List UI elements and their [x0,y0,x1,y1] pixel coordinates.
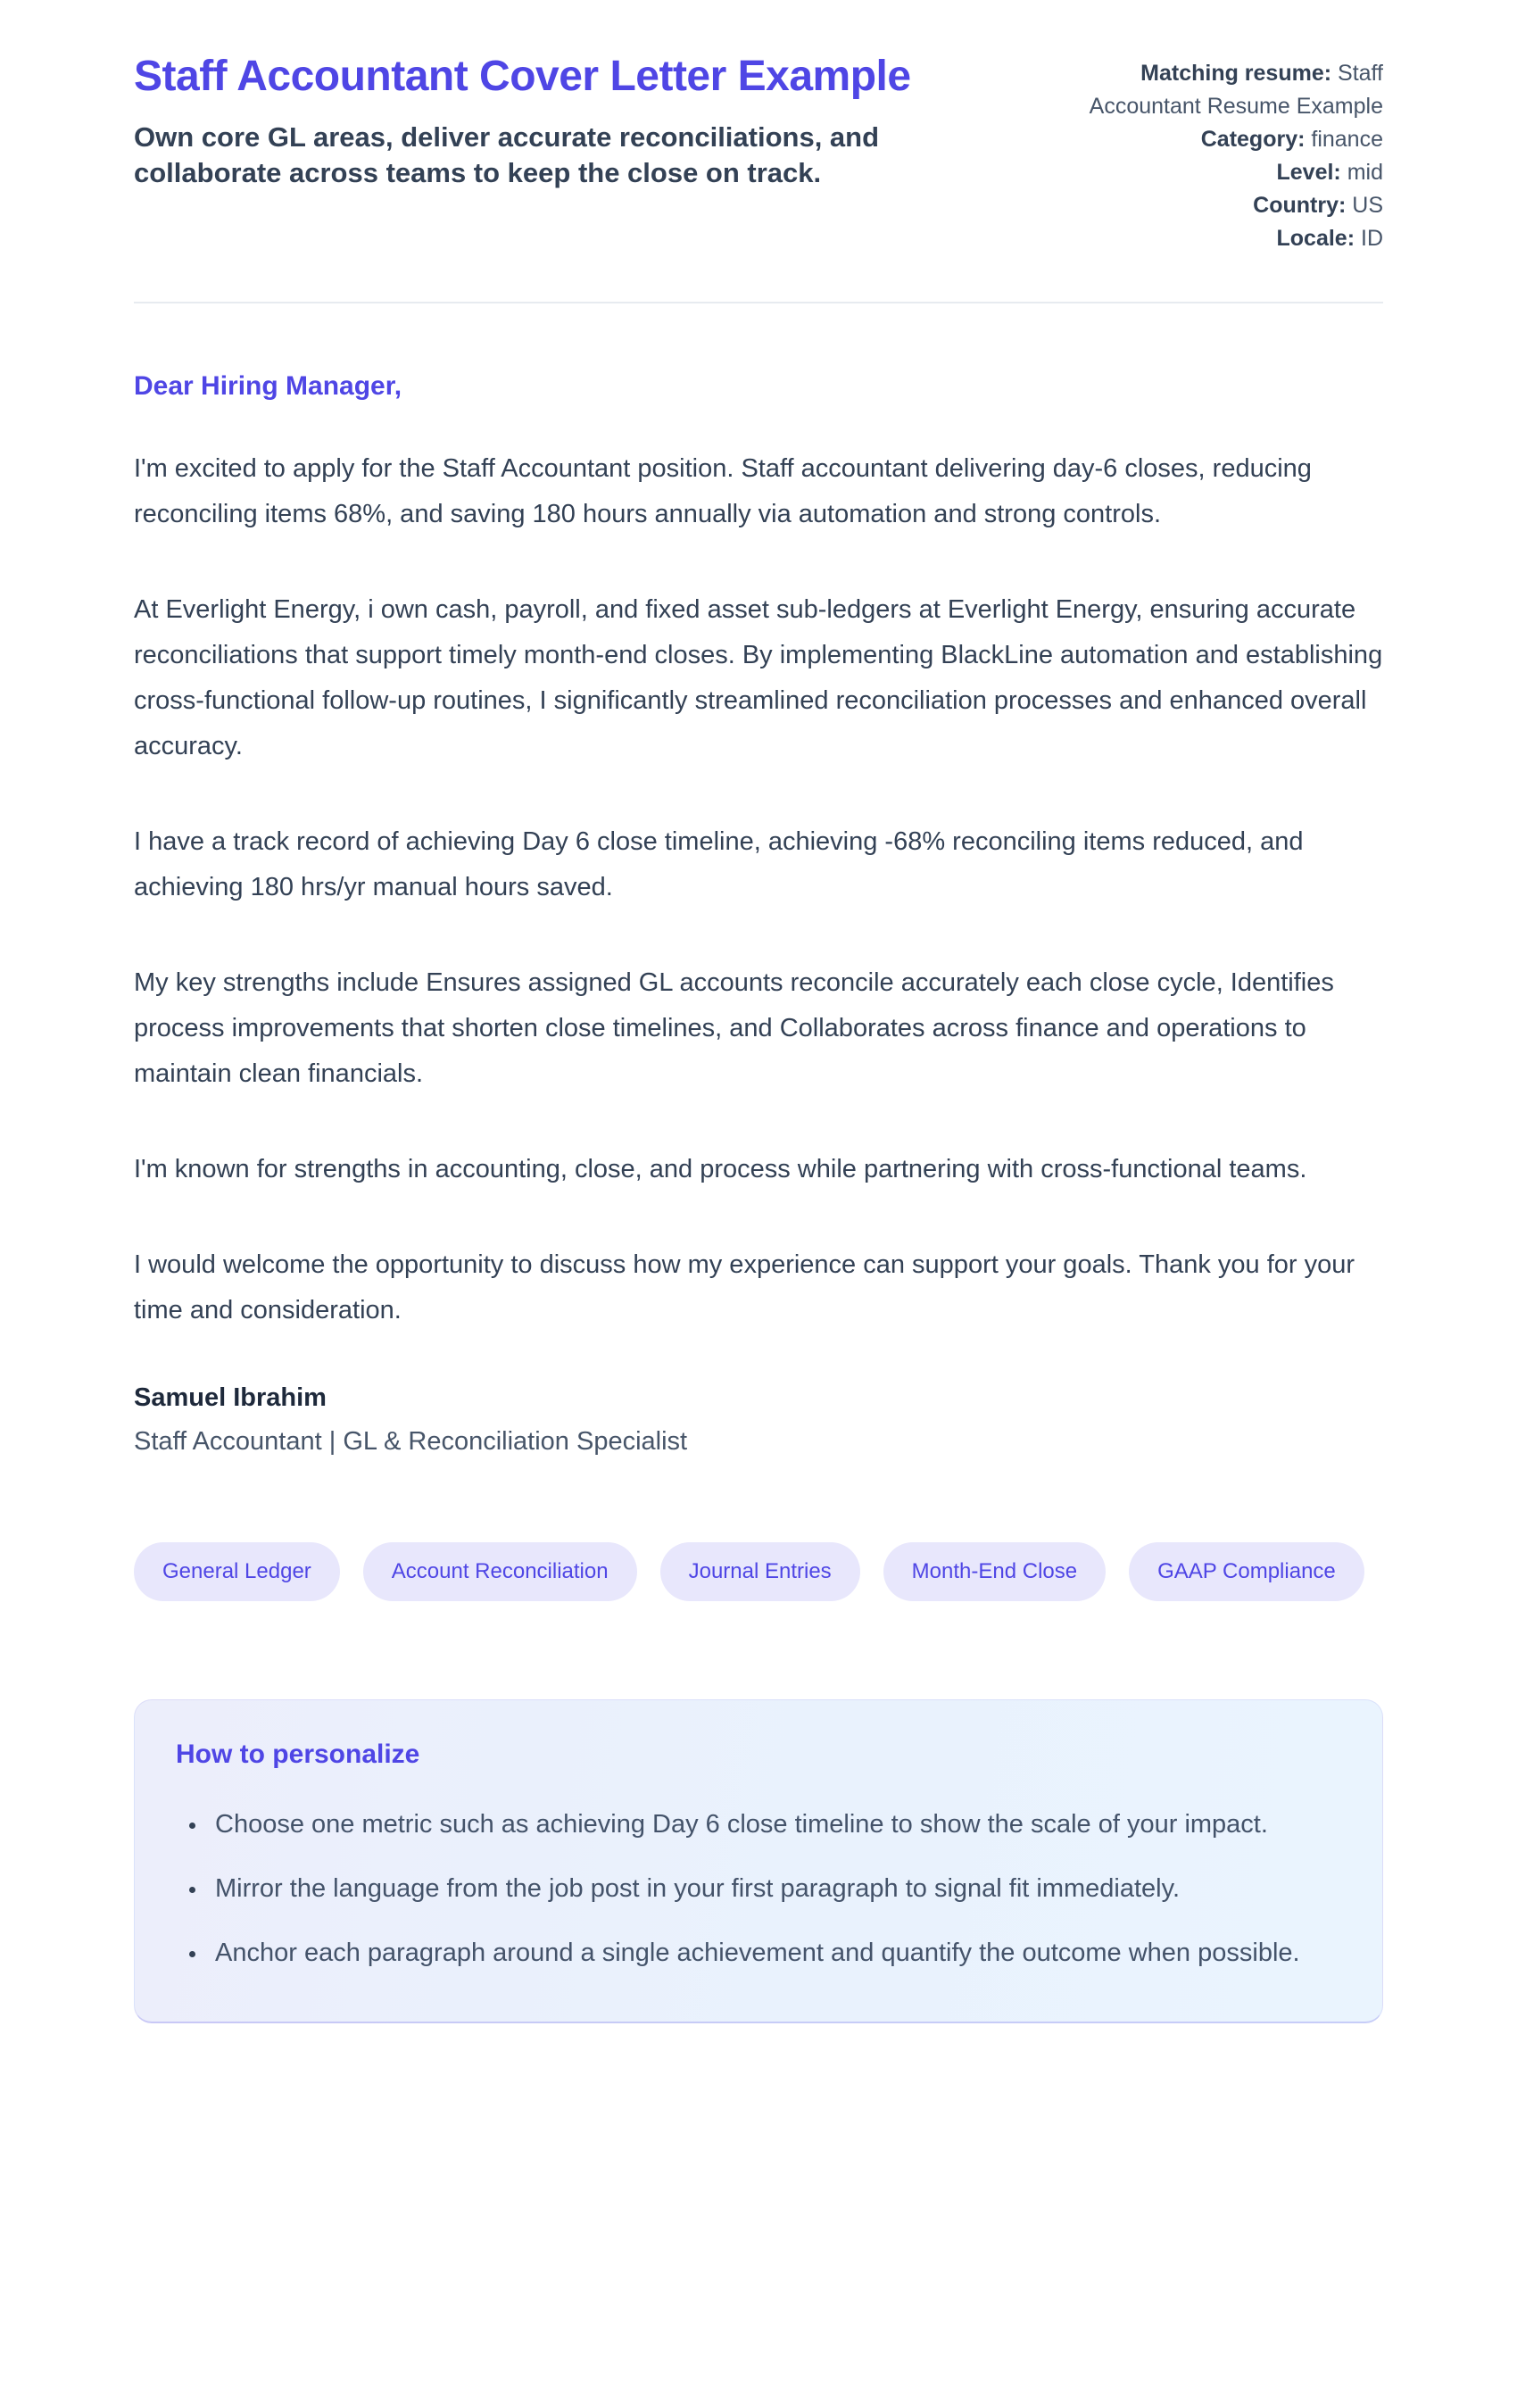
tag-month-end-close[interactable]: Month-End Close [883,1542,1106,1601]
header-divider [134,302,1383,303]
tip-item: • Mirror the language from the job post in your first paragraph to signal fit immediately. [208,1866,1336,1911]
meta-country [1071,189,1383,222]
letter-paragraph: I'm excited to apply for the Staff Accountant position. Staff accountant delivering day-6 closes, reducing reconciling items 68%, and saving 180 hours annually via automation and strong controls. [134,454,1312,528]
page-subtitle: Own core GL areas, deliver accurate reconciliations, and collaborate across teams to keep the close on track. [134,121,880,188]
meta-label: Category: [1200,127,1306,152]
tag-journal-entries[interactable]: Journal Entries [660,1542,860,1601]
meta-category [1071,123,1383,156]
tag-general-ledger[interactable]: General Ledger [134,1542,340,1601]
signature-role: Staff Accountant | GL & Reconciliation Specialist [134,1427,688,1456]
skill-tags [134,1542,1383,1601]
meta-value: Staff Accountant Resume Example [1089,61,1383,119]
meta-value: ID [1361,226,1383,251]
cover-letter-body [134,371,1383,1457]
meta-label: Level: [1276,160,1341,185]
tag-account-reconciliation[interactable]: Account Reconciliation [363,1542,637,1601]
tips-list [176,1802,1336,1975]
page-title: Staff Accountant Cover Letter Example [134,53,911,100]
signature-block [134,1383,1383,1457]
tag-gaap-compliance[interactable]: GAAP Compliance [1129,1542,1364,1601]
meta-level [1071,156,1383,189]
salutation: Dear Hiring Manager, [134,371,402,401]
meta-label: Locale: [1276,226,1355,251]
letter-paragraph: I'm known for strengths in accounting, close, and process while partnering with cross-functional teams. [134,1155,1307,1183]
meta-value: mid [1347,160,1383,185]
meta-panel [1071,50,1383,255]
header-title-block [134,50,973,191]
letter-paragraph: At Everlight Energy, i own cash, payroll, and fixed asset sub-ledgers at Everlight Energy, ensuring accurate reconciliations that support timely month-end closes. By implementing BlackLine automation and establishing cross-functional follow-up routines, I significantly streamlined reconciliation processes and enhanced overall accuracy. [134,595,1383,760]
meta-matching-resume [1071,57,1383,123]
meta-label: Country: [1253,193,1347,218]
tips-title: How to personalize [176,1740,420,1769]
tip-item: • Choose one metric such as achieving Day 6 close timeline to show the scale of your impact. [208,1802,1336,1847]
meta-value: finance [1311,127,1383,152]
header [134,50,1383,255]
tip-item: • Anchor each paragraph around a single achievement and quantify the outcome when possible. [208,1931,1336,1975]
signature-name: Samuel Ibrahim [134,1383,327,1412]
meta-locale [1071,222,1383,255]
page-content [134,0,1383,2111]
meta-label: Matching resume: [1140,61,1332,86]
how-to-personalize-card [134,1699,1383,2023]
meta-value: US [1352,193,1383,218]
letter-paragraph: I have a track record of achieving Day 6 close timeline, achieving -68% reconciling items reduced, and achieving 180 hrs/yr manual hours saved. [134,827,1304,901]
letter-paragraph: I would welcome the opportunity to discuss how my experience can support your goals. Thank you for your time and consideration. [134,1250,1355,1324]
letter-paragraph: My key strengths include Ensures assigned GL accounts reconcile accurately each close cycle, Identifies process improvements that shorten close timelines, and Collaborates across finance and operations to maintain clean financials. [134,968,1334,1088]
